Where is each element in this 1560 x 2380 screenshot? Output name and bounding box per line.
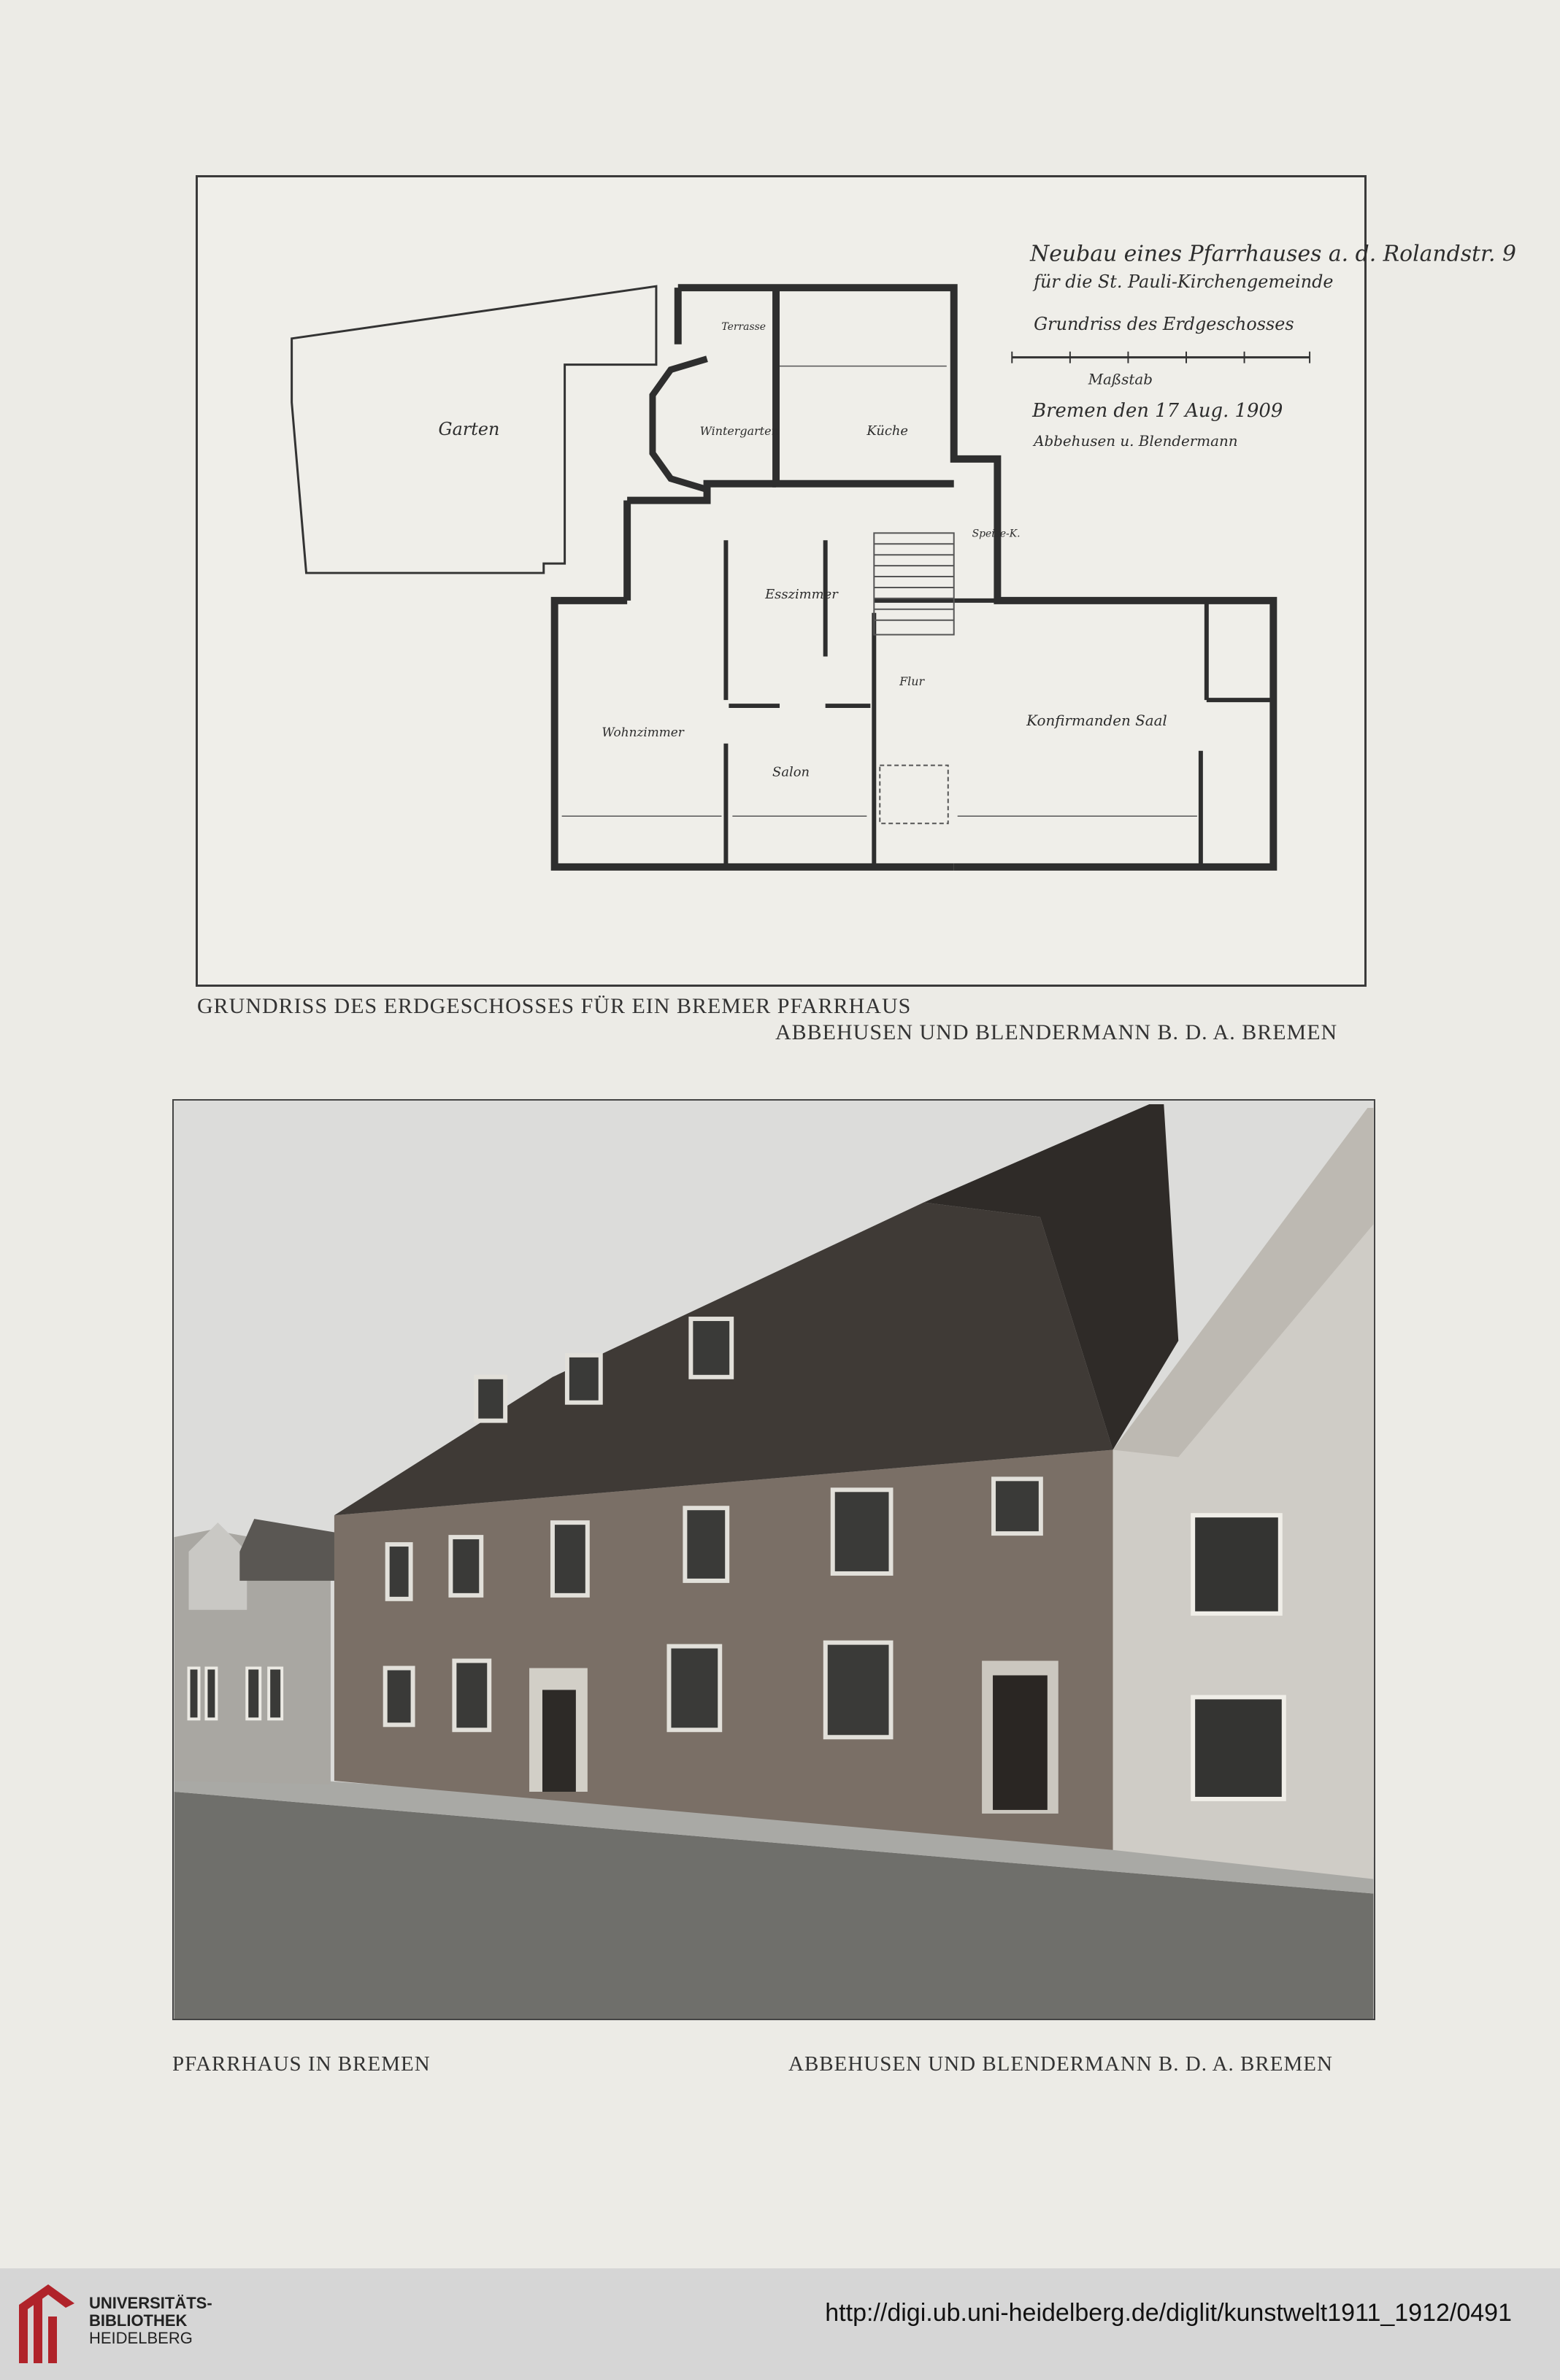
heidelberg-library-logo-icon <box>16 2281 77 2366</box>
room-label-salon: Salon <box>772 764 810 780</box>
floor-plan-figure <box>196 175 1516 987</box>
wintergarten-bay <box>653 359 707 490</box>
photo-figure <box>172 1099 1375 2020</box>
room-label-flur: Flur <box>899 674 925 689</box>
plan-subtitle: Grundriss des Erdgeschosses <box>1034 313 1294 334</box>
room-label-esszimmer: Esszimmer <box>765 586 838 602</box>
staircase <box>874 533 953 634</box>
room-label-garten: Garten <box>438 419 500 440</box>
room-label-konfirmanden: Konfirmanden Saal <box>1026 712 1167 729</box>
scale-label: Maßstab <box>1088 371 1153 388</box>
room-label-kueche: Küche <box>867 423 908 439</box>
photo-caption-left: PFARRHAUS IN BREMEN <box>172 2052 431 2076</box>
plan-title-line1: Neubau eines Pfarrhauses a. d. Rolandstr. 9 <box>1030 241 1516 267</box>
room-label-speise: Speise-K. <box>972 528 1021 540</box>
plan-signature: Abbehusen u. Blendermann <box>1034 433 1238 450</box>
source-url-link[interactable]: http://digi.ub.uni-heidelberg.de/diglit/kunstwelt1911_1912/0491 <box>825 2299 1512 2327</box>
plan-date: Bremen den 17 Aug. 1909 <box>1032 400 1283 423</box>
plan-caption-left: GRUNDRISS DES ERDGESCHOSSES FÜR EIN BREMER PFARRHAUS <box>197 994 912 1018</box>
logo-line3: HEIDELBERG <box>89 2329 193 2347</box>
logo-line2: BIBLIOTHEK <box>89 2311 188 2330</box>
scale-bar <box>1012 352 1310 363</box>
room-label-wintergarten: Wintergarten <box>699 424 779 439</box>
plan-title-line2: für die St. Pauli-Kirchengemeinde <box>1034 271 1334 293</box>
photo-pfarrhaus <box>174 1101 1374 2019</box>
room-label-wohnzimmer: Wohnzimmer <box>602 724 684 739</box>
photo-caption-right: ABBEHUSEN UND BLENDERMANN B. D. A. BREMEN <box>788 2052 1333 2076</box>
floor-plan-drawing <box>198 177 1516 985</box>
digitization-footer <box>0 2268 1560 2380</box>
plan-caption-right: ABBEHUSEN UND BLENDERMANN B. D. A. BREMEN <box>775 1020 1338 1044</box>
room-label-terrasse: Terrasse <box>721 320 766 333</box>
library-name <box>89 2295 212 2347</box>
entrance-vestibule <box>880 766 948 824</box>
logo-line1: UNIVERSITÄTS- <box>89 2294 212 2312</box>
